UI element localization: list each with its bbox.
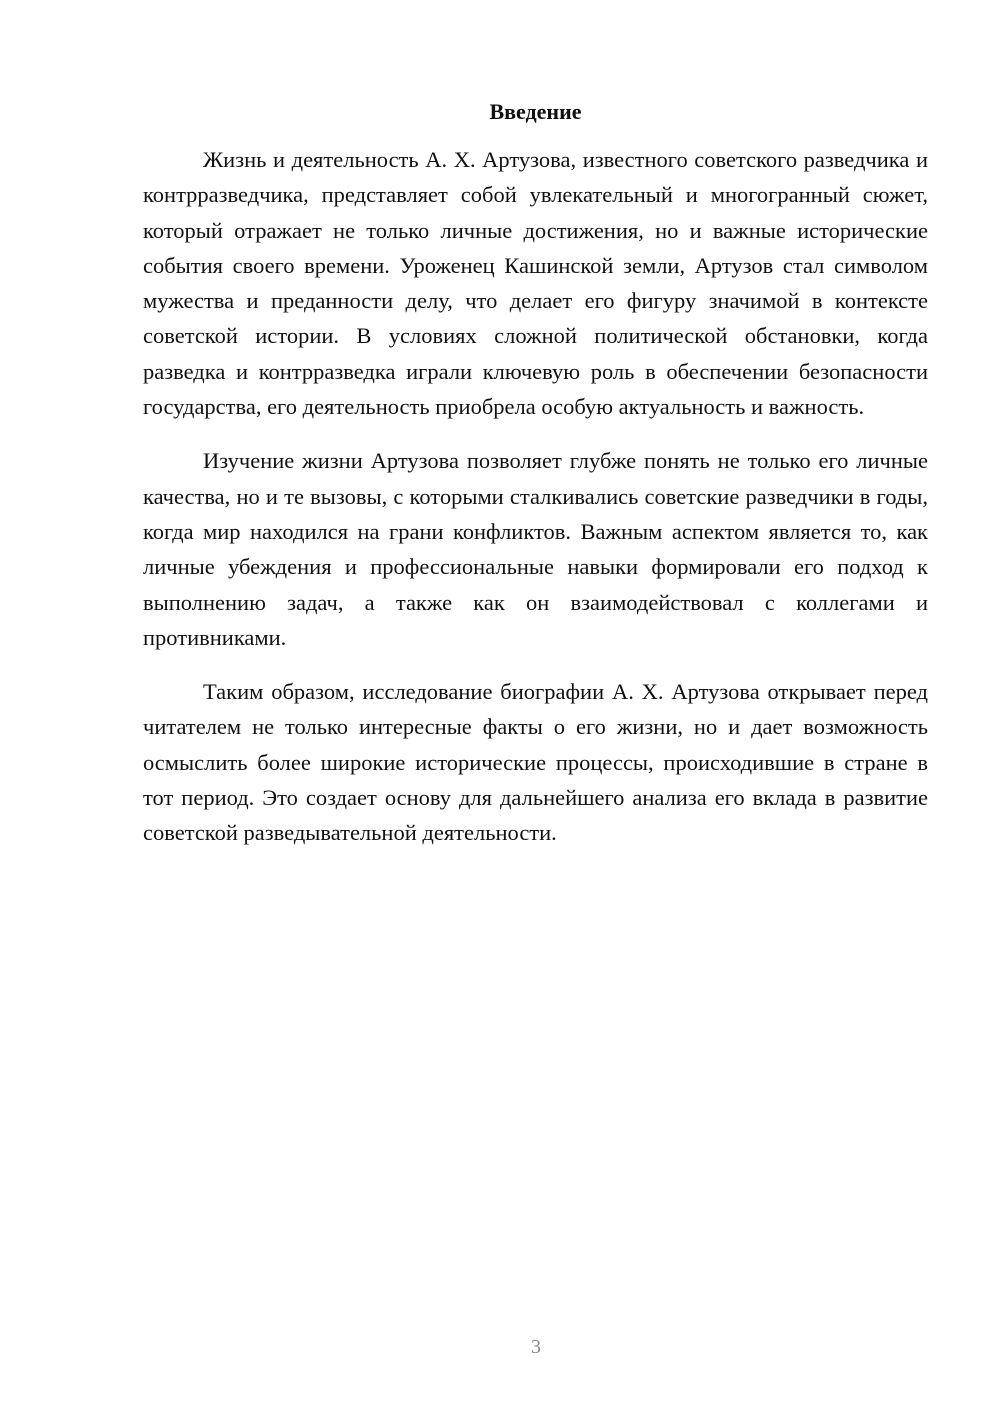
section-title: Введение: [489, 99, 582, 124]
body-text: [143, 142, 928, 851]
paragraph-2: Изучение жизни Артузова позволяет глубже понять не только его личные качества, но и те вызовы, с которыми сталкивались советские разведчики в годы, когда мир находился на грани конфликтов. Важным аспектом является то, как личные убеждения и профессиональные навыки формировали его подход к выполнению задач, а также как он взаимодействовал с коллегами и противниками.: [143, 448, 928, 650]
page-number: 3: [531, 1336, 541, 1358]
paragraph-1: Жизнь и деятельность А. Х. Артузова, известного советского разведчика и контрразведчика, представляет собой увлекательный и многогранный сюжет, который отражает не только личные достижения, но и важные исторические события своего времени. Уроженец Кашинской земли, Артузов стал символом мужества и преданности делу, что делает его фигуру значимой в контексте советской истории. В условиях сложной политической обстановки, когда разведка и контрразведка играли ключевую роль в обеспечении безопасности государства, его деятельность приобрела особую актуальность и важность.: [143, 147, 928, 420]
paragraph-3: Таким образом, исследование биографии А. Х. Артузова открывает перед читателем не только интересные факты о его жизни, но и дает возможность осмыслить более широкие исторические процессы, происходившие в стране в тот период. Это создает основу для дальнейшего анализа его вклада в развитие советской разведывательной деятельности.: [143, 679, 928, 846]
